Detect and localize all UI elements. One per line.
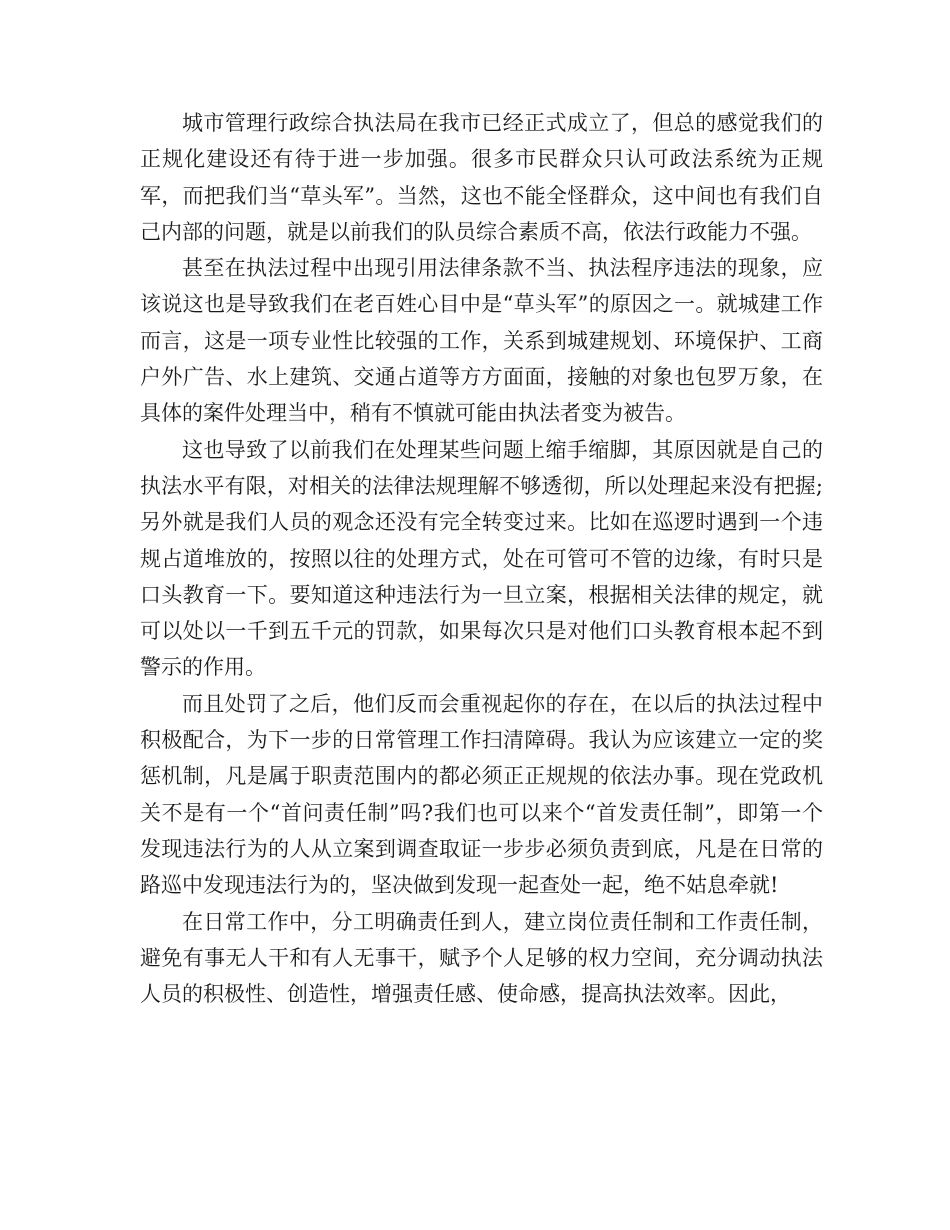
paragraph-4: 而且处罚了之后，他们反而会重视起你的存在，在以后的执法过程中积极配合，为下一步的日常管理工作扫清障碍。我认为应该建立一定的奖惩机制，凡是属于职责范围内的都必须正正规规的依法办事。现在党政机关不是有一个“首问责任制”吗?我们也可以来个“首发责任制”，即第一个发现违法行为的人从立案到调查取证一步步必须负责到底，凡是在日常的路巡中发现违法行为的，坚决做到发现一起查处一起，绝不姑息牵就! (140, 691, 823, 898)
paragraph-3: 这也导致了以前我们在处理某些问题上缩手缩脚，其原因就是自己的执法水平有限，对相关的法律法规理解不够透彻，所以处理起来没有把握;另外就是我们人员的观念还没有完全转变过来。比如在巡逻时遇到一个违规占道堆放的，按照以往的处理方式，处在可管可不管的边缘，有时只是口头教育一下。要知道这种违法行为一旦立案，根据相关法律的规定，就可以处以一千到五千元的罚款，如果每次只是对他们口头教育根本起不到警示的作用。 (140, 437, 823, 680)
paragraph-1: 城市管理行政综合执法局在我市已经正式成立了，但总的感觉我们的正规化建设还有待于进一步加强。很多市民群众只认可政法系统为正规军，而把我们当“草头军”。当然，这也不能全怪群众，这中间也有我们自己内部的问题，就是以前我们的队员综合素质不高，依法行政能力不强。 (140, 111, 823, 244)
document-page (140, 105, 823, 1012)
paragraph-5: 在日常工作中，分工明确责任到人，建立岗位责任制和工作责任制，避免有事无人干和有人无事干，赋予个人足够的权力空间，充分调动执法人员的积极性、创造性，增强责任感、使命感，提高执法效率。因此， (140, 909, 823, 1007)
paragraph-2: 甚至在执法过程中出现引用法律条款不当、执法程序违法的现象，应该说这也是导致我们在老百姓心目中是“草头军”的原因之一。就城建工作而言，这是一项专业性比较强的工作，关系到城建规划、环境保护、工商户外广告、水上建筑、交通占道等方方面面，接触的对象也包罗万象，在具体的案件处理当中，稍有不慎就可能由执法者变为被告。 (140, 256, 823, 426)
